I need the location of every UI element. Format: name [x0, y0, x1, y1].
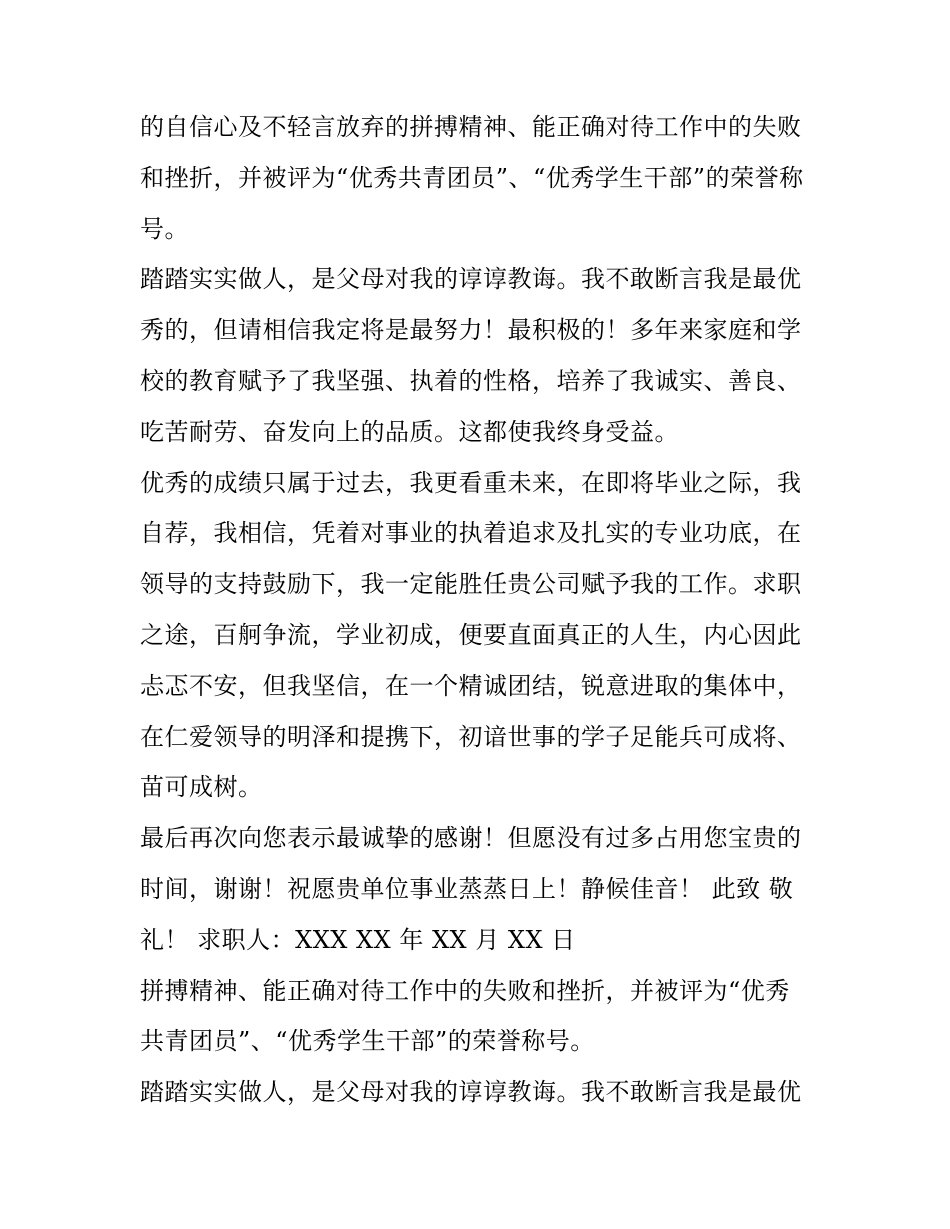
- text-line: 共青团员”、“优秀学生干部”的荣誉称号。: [140, 1027, 595, 1056]
- text-line: 踏踏实实做人，是父母对我的谆谆教诲。我不敢断言我是最优: [140, 1078, 802, 1107]
- text-line: 在仁爱领导的明泽和提携下，初谙世事的学子足能兵可成将、: [140, 722, 802, 751]
- text-line: 礼！ 求职人：XXX XX 年 XX 月 XX 日: [140, 925, 576, 954]
- text-line: 领导的支持鼓励下，我一定能胜任贵公司赋予我的工作。求职: [140, 570, 802, 599]
- text-line: 拼搏精神、能正确对待工作中的失败和挫折，并被评为“优秀: [140, 976, 790, 1005]
- document-body: [140, 102, 816, 1118]
- text-line: 吃苦耐劳、奋发向上的品质。这都使我终身受益。: [140, 417, 679, 446]
- text-line: 的自信心及不轻言放弃的拼搏精神、能正确对待工作中的失败: [140, 113, 802, 141]
- text-line: 苗可成树。: [140, 773, 263, 802]
- text-line: 自荐，我相信，凭着对事业的执着追求及扎实的专业功底，在: [140, 519, 802, 548]
- text-line: 和挫折，并被评为“优秀共青团员”、“优秀学生干部”的荣誉称: [140, 163, 804, 192]
- text-line: 时间，谢谢！祝愿贵单位事业蒸蒸日上！静候佳音！ 此致 敬: [140, 874, 794, 903]
- text-line: 优秀的成绩只属于过去，我更看重未来，在即将毕业之际，我: [140, 468, 802, 497]
- text-line: 之途，百舸争流，学业初成，便要直面真正的人生，内心因此: [140, 620, 802, 649]
- text-line: 忐忑不安，但我坚信，在一个精诚团结，锐意进取的集体中，: [140, 671, 802, 700]
- text-line: 最后再次向您表示最诚挚的感谢！但愿没有过多占用您宝贵的: [140, 824, 802, 853]
- text-line: 秀的，但请相信我定将是最努力！最积极的！多年来家庭和学: [140, 316, 802, 345]
- text-line: 校的教育赋予了我坚强、执着的性格，培养了我诚实、善良、: [140, 366, 802, 395]
- text-line: 号。: [140, 214, 189, 243]
- text-line: 踏踏实实做人，是父母对我的谆谆教诲。我不敢断言我是最优: [140, 265, 802, 294]
